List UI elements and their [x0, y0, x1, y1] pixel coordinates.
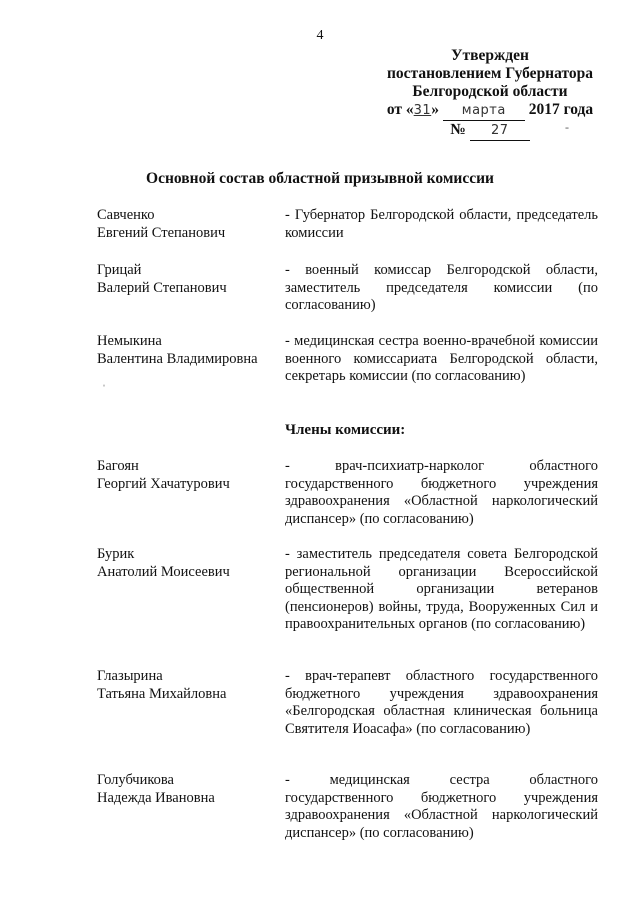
surname: Голубчикова — [97, 772, 174, 788]
date-prefix: от « — [386, 101, 414, 118]
person-role: - медицинская сестра областного государственного бюджетного учреждения здравоохранения «Областной наркологический диспансер» (по согласованию) — [285, 772, 598, 841]
given-name: Георгий Хачатурович — [97, 475, 230, 492]
person-name — [97, 262, 272, 297]
person-role: - врач-психиатр-нарколог областного государственного бюджетного учреждения здравоохранения «Областной наркологический диспансер» (по согласованию) — [285, 458, 598, 527]
document-title: Основной состав областной призывной комиссии — [146, 170, 494, 187]
number-value: 27 — [490, 123, 509, 138]
approval-block — [370, 47, 610, 141]
surname: Багоян — [97, 458, 139, 474]
surname: Глазырина — [97, 668, 163, 684]
number-label: № — [450, 121, 466, 138]
person-role: - Губернатор Белгородской области, председатель комиссии — [285, 207, 598, 241]
given-name: Татьяна Михайловна — [97, 685, 227, 702]
scan-speck: ˌ — [102, 373, 106, 387]
surname: Немыкина — [97, 333, 162, 349]
date-mid: » — [431, 101, 439, 118]
person-name — [97, 333, 272, 368]
given-name: Анатолий Моисеевич — [97, 563, 230, 580]
surname: Бурик — [97, 546, 135, 562]
page-number: 4 — [316, 28, 324, 43]
given-name: Валерий Степанович — [97, 279, 227, 296]
person-role: - заместитель председателя совета Белгородской региональной организации Всероссийской общественной организации ветеранов (пенсионеров) войны, труда, Вооруженных Сил и правоохранительных органов (по согласованию) — [285, 546, 598, 632]
person-role: - военный комиссар Белгородской области, заместитель председателя комиссии (по согласованию) — [285, 262, 598, 313]
date-month: марта — [461, 103, 506, 118]
scan-speck: - — [565, 120, 569, 134]
approval-line-2: постановлением Губернатора — [387, 65, 593, 82]
date-year: 2017 года — [528, 101, 594, 118]
members-heading: Члены комиссии: — [285, 422, 406, 438]
given-name: Валентина Владимировна — [97, 350, 258, 367]
person-role: - врач-терапевт областного государственного бюджетного учреждения здравоохранения «Белгородская областная клиническая больница Святителя Иоасафа» (по согласованию) — [285, 668, 598, 737]
approval-date — [370, 101, 610, 121]
person-role: - медицинская сестра военно-врачебной комиссии военного комиссариата Белгородской области, секретарь комиссии (по согласованию) — [285, 333, 598, 384]
person-name — [97, 458, 272, 493]
approval-line-1: Утвержден — [451, 47, 529, 64]
given-name: Евгений Степанович — [97, 224, 226, 241]
person-name — [97, 546, 272, 581]
person-name — [97, 207, 272, 242]
given-name: Надежда Ивановна — [97, 789, 215, 806]
approval-number — [370, 121, 610, 141]
surname: Грицай — [97, 262, 142, 278]
date-day: 31 — [413, 103, 432, 118]
person-name — [97, 772, 272, 807]
surname: Савченко — [97, 207, 155, 223]
approval-line-3: Белгородской области — [412, 83, 568, 100]
person-name — [97, 668, 272, 703]
